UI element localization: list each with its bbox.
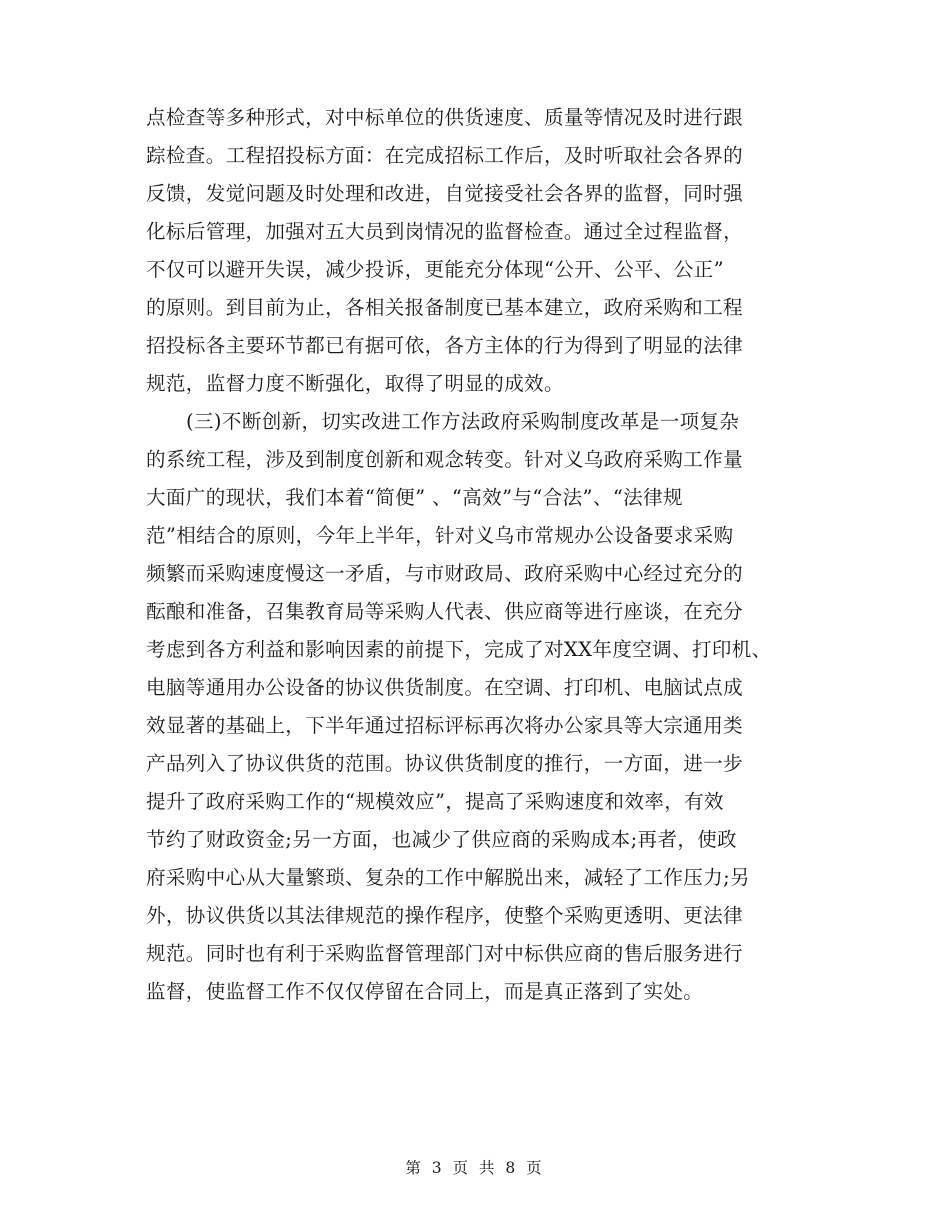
text-line: 节约了财政资金;另一方面，也减少了供应商的采购成本;再者，使政	[146, 828, 738, 851]
text-line: 酝酿和准备，召集教育局等采购人代表、供应商等进行座谈，在充分	[146, 600, 744, 623]
text-line: 频繁而采购速度慢这一矛盾，与市财政局、政府采购中心经过充分的	[146, 562, 744, 585]
text-line: 监督，使监督工作不仅仅停留在合同上，而是真正落到了实处。	[146, 980, 704, 1003]
text-line: 效显著的基础上，下半年通过招标评标再次将办公家具等大宗通用类	[146, 714, 744, 737]
text-line: 大面广的现状，我们本着“简便” 、“高效”与“合法”、“法律规	[146, 486, 683, 509]
text-line: 的原则。到目前为止，各相关报备制度已基本建立，政府采购和工程	[146, 296, 744, 319]
text-line: 点检查等多种形式，对中标单位的供货速度、质量等情况及时进行跟	[146, 106, 744, 129]
text-line: 不仅可以避开失误，减少投诉，更能充分体现“公开、公平、公正”	[146, 258, 724, 281]
text-line: 产品列入了协议供货的范围。协议供货制度的推行，一方面，进一步	[146, 752, 744, 775]
text-line: 的系统工程，涉及到制度创新和观念转变。针对义乌政府采购工作量	[146, 448, 744, 471]
text-line: 踪检查。工程招投标方面：在完成招标工作后，及时听取社会各界的	[146, 144, 744, 167]
text-line: 规范，监督力度不断强化，取得了明显的成效。	[146, 372, 564, 395]
text-line: 反馈，发觉问题及时处理和改进，自觉接受社会各界的监督，同时强	[146, 182, 744, 205]
text-line: 招投标各主要环节都已有据可依，各方主体的行为得到了明显的法律	[146, 334, 744, 357]
text-line: 化标后管理，加强对五大员到岗情况的监督检查。通过全过程监督，	[146, 220, 744, 243]
text-line: 提升了政府采购工作的“规模效应”，提高了采购速度和效率，有效	[146, 790, 724, 813]
text-line: 府采购中心从大量繁琐、复杂的工作中解脱出来，减轻了工作压力;另	[146, 866, 750, 889]
section-heading-line: (三)不断创新，切实改进工作方法政府采购制度改革是一项复杂	[186, 410, 740, 433]
page-number-footer: 第 3 页 共 8 页	[405, 1159, 545, 1177]
text-line: 范”相结合的原则，今年上半年，针对义乌市常规办公设备要求采购	[146, 524, 734, 547]
text-line: 规范。同时也有利于采购监督管理部门对中标供应商的售后服务进行	[146, 942, 744, 965]
text-line: 电脑等通用办公设备的协议供货制度。在空调、打印机、电脑试点成	[146, 676, 744, 699]
text-line: 考虑到各方利益和影响因素的前提下，完成了对XX年度空调、打印机、	[146, 638, 772, 661]
text-line: 外，协议供货以其法律规范的操作程序，使整个采购更透明、更法律	[146, 904, 744, 927]
